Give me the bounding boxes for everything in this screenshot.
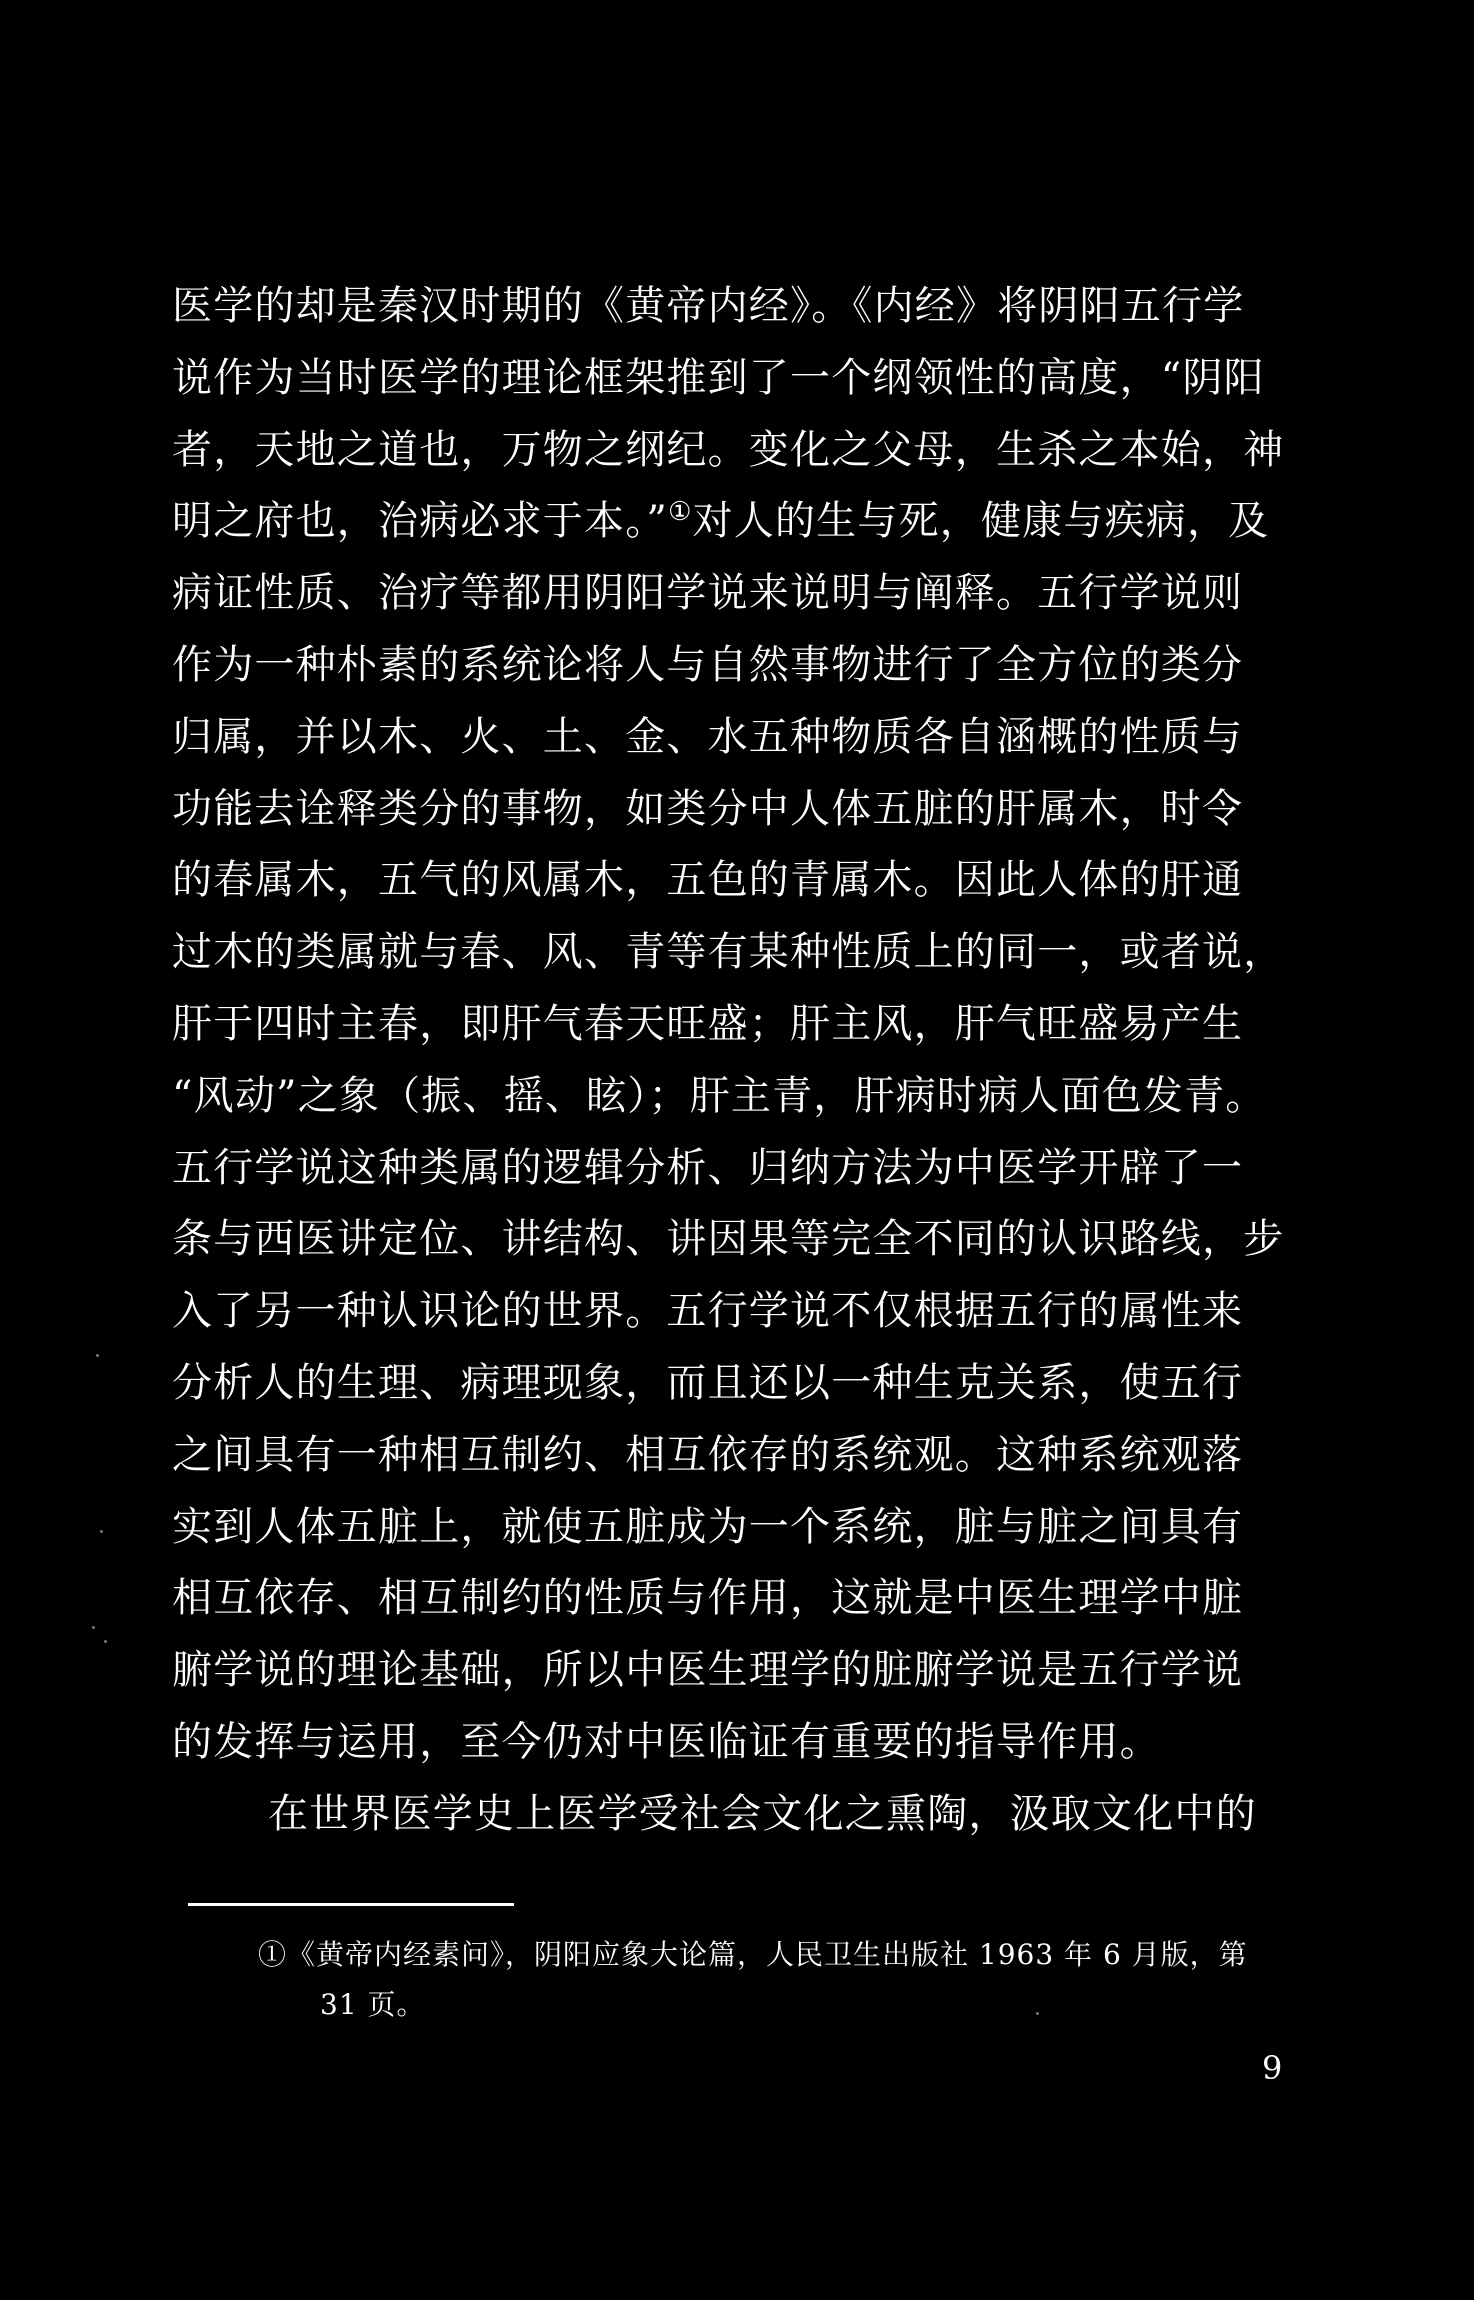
body-line: 病证性质、治疗等都用阴阳学说来说明与阐释。五行学说则 (172, 570, 1244, 617)
scan-speck (96, 1354, 99, 1357)
body-line: 过木的类属就与春、风、青等有某种性质上的同一，或者说， (172, 929, 1285, 976)
body-line: 功能去诠释类分的事物，如类分中人体五脏的肝属木，时令 (172, 785, 1244, 832)
body-line: 的春属木，五气的风属木，五色的青属木。因此人体的肝通 (172, 857, 1244, 904)
footnote-divider (188, 1903, 514, 1906)
body-line: 肝于四时主春，即肝气春天旺盛；肝主风，肝气旺盛易产生 (172, 1000, 1244, 1047)
body-line: 者，天地之道也，万物之纲纪。变化之父母，生杀之本始，神 (172, 426, 1285, 473)
body-line: 腑学说的理论基础，所以中医生理学的脏腑学说是五行学说 (172, 1647, 1244, 1694)
footnote-line: 31 页。 (320, 1988, 426, 2021)
footnote-line: ①《黄帝内经素问》，阴阳应象大论篇，人民卫生出版社 1963 年 6 月版，第 (258, 1938, 1248, 1971)
body-line: 实到人体五脏上，就使五脏成为一个系统，脏与脏之间具有 (172, 1503, 1244, 1550)
body-line-text: 明之府也，治病必求于本。” (172, 498, 669, 545)
body-line: 之间具有一种相互制约、相互依存的系统观。这种系统观落 (172, 1431, 1244, 1478)
footnote-reference: ① (668, 497, 693, 528)
footnote (258, 1930, 1338, 2030)
body-line: 条与西医讲定位、讲结构、讲因果等完全不同的认识路线，步 (172, 1216, 1285, 1263)
body-line-with-footnote-ref (172, 493, 1332, 565)
scan-speck (1036, 2012, 1039, 2015)
body-line-text: 对人的生与死，健康与疾病，及 (692, 498, 1270, 545)
body-line: 相互依存、相互制约的性质与作用，这就是中医生理学中脏 (172, 1575, 1244, 1622)
body-line: 的发挥与运用，至今仍对中医临证有重要的指导作用。 (172, 1718, 1161, 1765)
body-line: 说作为当时医学的理论框架推到了一个纲领性的高度，“阴阳 (172, 354, 1265, 401)
body-line: 入了另一种认识论的世界。五行学说不仅根据五行的属性来 (172, 1288, 1244, 1335)
body-text (172, 278, 1332, 1858)
body-line: 归属，并以木、火、土、金、水五种物质各自涵概的性质与 (172, 713, 1244, 760)
page-number: 9 (1262, 2049, 1283, 2087)
body-line: 作为一种朴素的系统论将人与自然事物进行了全方位的类分 (172, 641, 1244, 688)
body-line: 五行学说这种类属的逻辑分析、归纳方法为中医学开辟了一 (172, 1144, 1244, 1191)
body-line: “风动”之象（振、摇、眩）；肝主青，肝病时病人面色发青。 (172, 1072, 1267, 1119)
paragraph-start-line: 在世界医学史上医学受社会文化之熏陶，汲取文化中的 (268, 1790, 1257, 1837)
body-line: 医学的却是秦汉时期的《黄帝内经》。《内经》将阴阳五行学 (172, 283, 1245, 329)
scan-speck (92, 1626, 95, 1629)
scan-speck (104, 1640, 107, 1643)
scan-speck (100, 1530, 103, 1533)
body-line: 分析人的生理、病理现象，而且还以一种生克关系，使五行 (172, 1359, 1244, 1406)
